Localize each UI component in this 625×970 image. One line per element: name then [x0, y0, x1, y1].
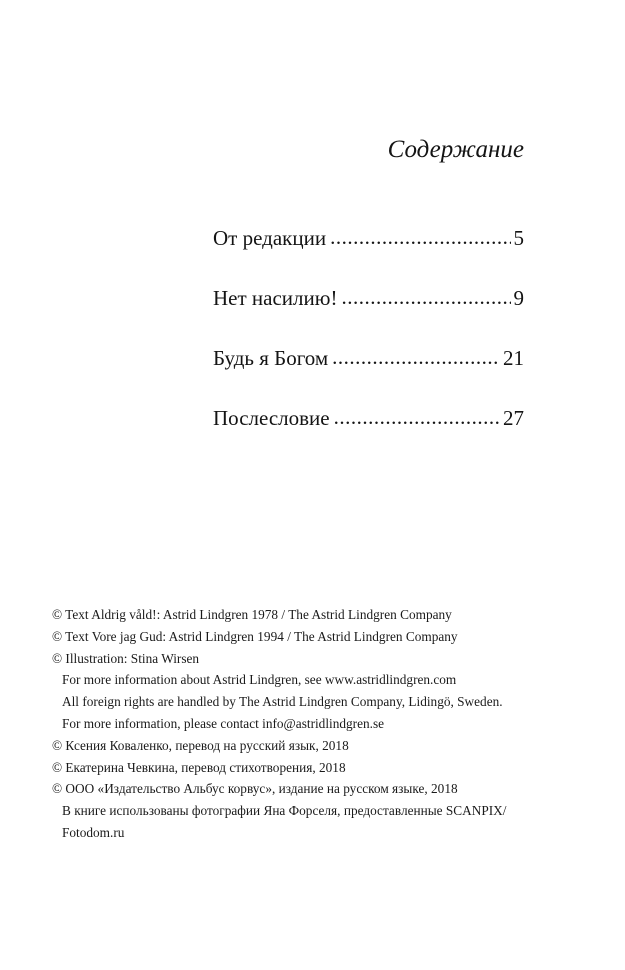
dot-leader [330, 221, 510, 253]
toc-entry-page-number: 9 [513, 286, 524, 310]
photo-credit-line: Fotodom.ru [62, 824, 125, 840]
toc-entry-if-i-were-god[interactable] [213, 342, 524, 402]
toc-entry-title: Будь я Богом [213, 346, 329, 370]
table-of-contents [213, 222, 524, 462]
contents-heading: Содержание [387, 136, 524, 163]
dot-leader [332, 341, 500, 373]
photo-credit-line: В книге использованы фотографии Яна Форселя, предоставленные SCANPIX/ [62, 803, 507, 819]
copyright-line: © ООО «Издательство Альбус корвус», издание на русском языке, 2018 [52, 781, 458, 797]
toc-entry-title: От редакции [213, 226, 327, 250]
copyright-line: © Text Vore jag Gud: Astrid Lindgren 1994 / The Astrid Lindgren Company [52, 628, 458, 644]
copyright-line: © Text Aldrig våld!: Astrid Lindgren 1978 / The Astrid Lindgren Company [52, 607, 452, 622]
copyright-imprint [52, 604, 572, 844]
dot-leader [341, 281, 510, 313]
toc-entry-no-violence[interactable] [213, 282, 524, 342]
toc-entry-title: Послесловие [213, 406, 330, 430]
toc-entry-page-number: 21 [503, 346, 524, 370]
rights-info-line: For more information, please contact info@astridlindgren.se [62, 715, 385, 731]
copyright-line: © Екатерина Чевкина, перевод стихотворения, 2018 [52, 759, 346, 775]
toc-entry-title: Нет насилию! [213, 286, 338, 310]
rights-info-line: All foreign rights are handled by The Astrid Lindgren Company, Lidingö, Sweden. [62, 694, 503, 710]
toc-entry-afterword[interactable] [213, 402, 524, 462]
toc-entry-editorial[interactable] [213, 222, 524, 282]
dot-leader [334, 401, 500, 433]
toc-entry-page-number: 27 [503, 406, 524, 430]
toc-entry-page-number: 5 [513, 226, 524, 250]
copyright-line: © Illustration: Stina Wirsen [52, 650, 200, 666]
rights-info-line: For more information about Astrid Lindgren, see www.astridlindgren.com [62, 672, 457, 688]
copyright-line: © Ксения Коваленко, перевод на русский язык, 2018 [52, 737, 349, 753]
